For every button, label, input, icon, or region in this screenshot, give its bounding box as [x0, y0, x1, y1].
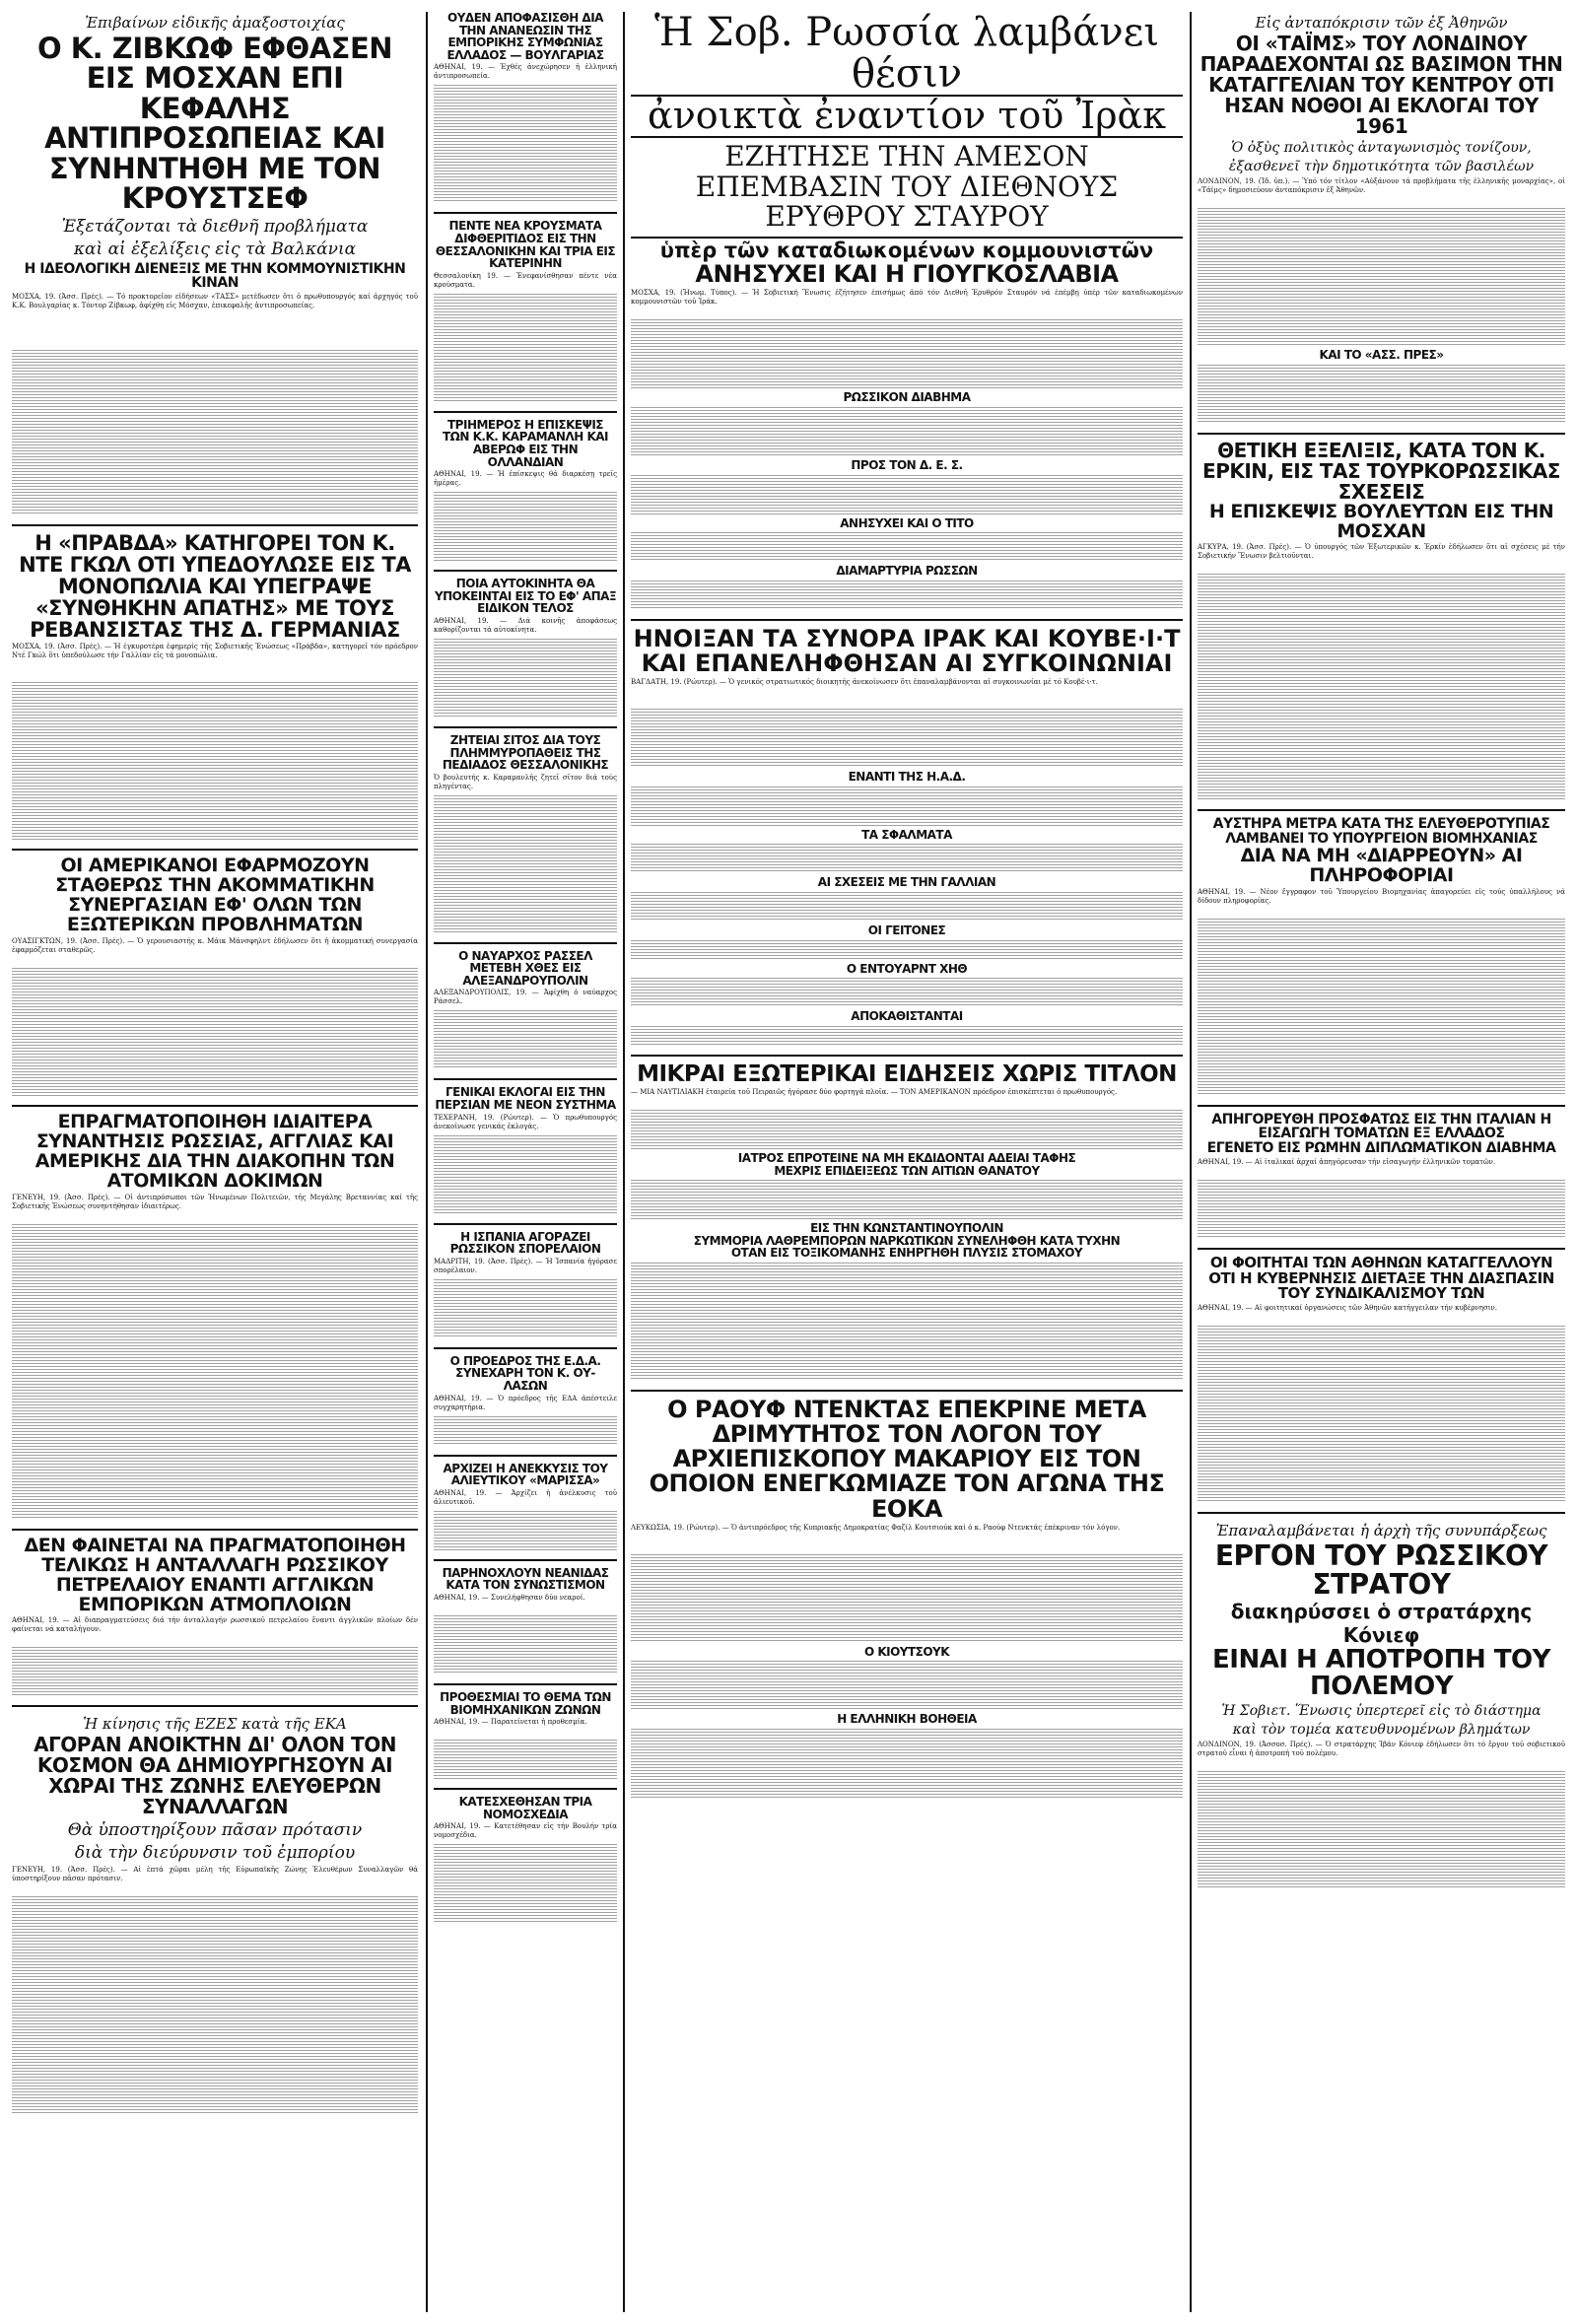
article-denktash — [631, 1398, 1183, 1801]
body-text-placeholder — [434, 1279, 617, 1338]
article-body: ΑΘΗΝΑΙ, 19. — Ἡ ἐπίσκεψις θά διαρκέσῃ τρεῖς ἡμέρας. — [434, 470, 617, 488]
brief — [434, 1231, 617, 1341]
article-body: ΓΕΝΕΥΗ, 19. (Ἀσσ. Πρές). — Αἱ ἑπτά χῶραι μέλη τῆς Εὐρωπαϊκῆς Ζώνης Ἐλευθέρων Συναλλαγῶν θά ὑποστηρίξουν πᾶσαν πρότασιν. — [12, 1866, 418, 1883]
section-label: Ο ΚΙΟΥΤΣΟΥΚ — [863, 1644, 950, 1659]
divider — [434, 1559, 617, 1561]
article-body: ΛΟΝΔΙΝΟΝ, 19. (Ἀσσοσ. Πρές). — Ὁ στρατάρχης Ἰβάν Κόνιεφ ἐδήλωσεν ὅτι τό ἔργον τοῦ σοβιετικοῦ στρατοῦ εἶναι ἡ ἀποτροπή τοῦ πολέμου. — [1198, 1741, 1565, 1758]
subheadline: ΕΓΕΝΕΤΟ ΕΙΣ ΡΩΜΗΝ ΔΙΠΛΩΜΑΤΙΚΟΝ ΔΙΑΒΗΜΑ — [1206, 1140, 1556, 1157]
article-body: ΜΑΔΡΙΤΗ, 19. (Ἀσσ. Πρές). — Ἡ Ἰσπανία ἠγόρασε σπορέλαιον. — [434, 1257, 617, 1274]
article-body: ΜΟΣΧΑ, 19. (Ἀσσ. Πρές). — Ἡ ἐγκυροτέρα ἐφημερίς τῆς Σοβιετικῆς Ἑνώσεως «Πράβδα», κατηγορεῖ τόν πρόεδρον Ντέ Γκώλ ὅτι ὑπεδούλωσε τήν Γαλλίαν εἰς τά μονοπώλια. — [12, 643, 418, 660]
column-rule — [623, 12, 625, 2312]
body-text-placeholder — [1198, 1771, 1565, 1889]
lead: διὰ τὴν διεύρυνσιν τοῦ ἐμπορίου — [74, 1843, 356, 1864]
headline: ΑΡΧΙΖΕΙ Η ΑΝΕΚΚΥΣΙΣ ΤΟΥ ΑΛΙΕΥΤΙΚΟΥ «ΜΑΡΙΣΣΑ» — [443, 1462, 608, 1488]
headline: ΠΟΙΑ ΑΥΤΟΚΙΝΗΤΑ ΘΑ ΥΠΟΚΕΙΝΤΑΙ ΕΙΣ ΤΟ ΕΦ' ΑΠΑΞ ΕΙΔΙΚΟΝ ΤΕΛΟΣ — [434, 578, 617, 616]
subheadline: ΕΖΗΤΗΣΕ ΤΗΝ ΑΜΕΣΟΝ ΕΠΕΜΒΑΣΙΝ ΤΟΥ ΔΙΕΘΝΟΥΣ ΕΡΥΘΡΟΥ ΣΤΑΥΡΟΥ — [631, 138, 1183, 239]
column-2 — [434, 12, 617, 2312]
body-text-placeholder — [434, 1844, 617, 1923]
divider — [434, 570, 617, 572]
body-text-placeholder — [631, 1661, 1183, 1710]
headline: Ο Κ. ΖΙΒΚΩΦ ΕΦΘΑΣΕΝ ΕΙΣ ΜΟΣΧΑΝ ΕΠΙ ΚΕΦΑΛΗΣ ΑΝΤΙΠΡΟΣΩΠΕΙΑΣ ΚΑΙ ΣΥΝΗΝΤΗΘΗ ΜΕ ΤΟΝ ΚΡΟΥΣΤΣΕΦ — [36, 32, 393, 216]
divider — [434, 1683, 617, 1685]
brief — [434, 1691, 617, 1782]
lead: καὶ αἱ ἐξελίξεις εἰς τὰ Βαλκάνια — [73, 239, 357, 259]
article-body: ΑΘΗΝΑΙ, 19. — Συνελήφθησαν δύο νεαροί. — [434, 1594, 585, 1602]
brief — [434, 1567, 617, 1677]
column-3 — [631, 12, 1183, 2312]
section-label: Η ΕΛΛΗΝΙΚΗ ΒΟΗΘΕΙΑ — [837, 1712, 977, 1727]
divider — [631, 1390, 1183, 1392]
section-label: Ο ΕΝΤΟΥΑΡΝΤ ΧΗΘ — [846, 961, 968, 976]
divider — [434, 1223, 617, 1225]
body-text-placeholder — [434, 294, 617, 402]
headline: ΜΙΚΡΑΙ ΕΞΩΤΕΡΙΚΑΙ ΕΙΔΗΣΕΙΣ ΧΩΡΙΣ ΤΙΤΛΟΝ — [637, 1061, 1177, 1087]
article-body: ΒΑΓΔΑΤΗ, 19. (Ρώυτερ). — Ὁ γενικός στρατιωτικός διοικητής ἀνεκοίνωσεν ὅτι ἐπαναλαμβάνονται αἱ συγκοινωνίαι μέ τό Κουβέ·ι·τ. — [631, 678, 1098, 687]
body-text-placeholder — [12, 350, 418, 515]
article-erkin — [1198, 441, 1565, 804]
article-body: ΑΘΗΝΑΙ, 19. — Ὁ πρόεδρος τῆς ΕΔΑ ἀπέστειλε συγχαρητήρια. — [434, 1394, 617, 1411]
kicker: Εἰς ἀνταπόκρισιν τῶν ἐξ Ἀθηνῶν — [1255, 14, 1508, 32]
body-text-placeholder — [12, 1647, 418, 1696]
subheadline: ΔΙΑ ΝΑ ΜΗ «ΔΙΑΡΡΕΟΥΝ» ΑΙ ΠΛΗΡΟΦΟΡΙΑΙ — [1240, 844, 1523, 886]
article-body: ΜΟΣΧΑ, 19. (Ἡνωμ. Τύπος). — Ἡ Σοβιετική Ἕνωσις ἐζήτησεν ἐπισήμως ἀπό τόν Διεθνῆ Ἐρυθρόν Σταυρόν νά ἐπέμβῃ ὑπέρ τῶν καταδιωκομένων κομμουνιστῶν τοῦ Ἰράκ. — [631, 289, 1183, 307]
divider — [434, 942, 617, 944]
headline: ΠΡΟΘΕΣΜΙΑΙ ΤΟ ΘΕΜΑ ΤΩΝ ΒΙΟΜΗΧΑΝΙΚΩΝ ΖΩΝΩΝ — [440, 1691, 611, 1717]
brief — [434, 220, 617, 404]
column-1 — [12, 12, 418, 2312]
body-text-placeholder — [434, 1740, 617, 1779]
body-text-placeholder — [631, 1729, 1183, 1798]
article-body: ΓΕΝΕΥΗ, 19. (Ἀσσ. Πρές). — Οἱ ἀντιπρόσωποι τῶν Ἡνωμένων Πολιτειῶν, τῆς Μεγάλης Βρεταννίας καί τῆς Σοβιετικῆς Ἑνώσεως συνηντήθησαν ἰδιαιτέρως. — [12, 1193, 418, 1210]
article-times-elections — [1198, 12, 1565, 427]
article-zhivkov — [12, 12, 418, 518]
article-body: ΑΘΗΝΑΙ, 19. — Διά κοινῆς ἀποφάσεως καθορίζονται τά αὐτοκίνητα. — [434, 616, 617, 634]
main-banner-2: ἀνοικτὰ ἐναντίον τοῦ Ἰρὰκ — [631, 95, 1183, 138]
subheadline: ὑπὲρ τῶν καταδιωκομένων κομμουνιστῶν — [659, 239, 1154, 263]
box-subheadline: ΟΤΑΝ ΕΙΣ ΤΟΞΙΚΟΜΑΝΗΣ ΕΝΗΡΓΗΘΗ ΠΛΥΣΙΣ ΣΤΟΜΑΧΟΥ — [730, 1246, 1083, 1261]
lead: καὶ τὸν τομέα κατευθυνομένων βλημάτων — [1232, 1722, 1531, 1739]
brief — [434, 578, 617, 720]
article-body: ΑΓΚΥΡΑ, 19. (Ἀσσ. Πρές). — Ὁ ὑπουργός τῶν Ἐξωτερικῶν κ. Ἐρκίν ἐδήλωσεν ὅτι αἱ σχέσεις μέ τήν Σοβιετικήν Ἕνωσιν βελτιοῦνται. — [1198, 543, 1565, 561]
lead: ἐξασθενεῖ τὴν δημοτικότητα τῶν βασιλέων — [1228, 159, 1535, 174]
section-label: ΔΙΑΜΑΡΤΥΡΙΑ ΡΩΣΣΩΝ — [836, 564, 978, 579]
headline: ΟΙ ΑΜΕΡΙΚΑΝΟΙ ΕΦΑΡΜΟΖΟΥΝ ΣΤΑΘΕΡΩΣ ΤΗΝ ΑΚΟΜΜΑΤΙΚΗΝ ΣΥΝΕΡΓΑΣΙΑΝ ΕΦ' ΟΛΩΝ ΤΩΝ ΕΞΩΤΕΡΙΚΩΝ ΠΡΟΒΛΗΜΑΤΩΝ — [55, 856, 375, 936]
body-text-placeholder — [434, 492, 617, 561]
headline: Η «ΠΡΑΒΔΑ» ΚΑΤΗΓΟΡΕΙ ΤΟΝ Κ. ΝΤΕ ΓΚΩΛ ΟΤΙ ΥΠΕΔΟΥΛΩΣΕ ΕΙΣ ΤΑ ΜΟΝΟΠΩΛΙΑ ΚΑΙ ΥΠΕΓΡΑΨΕ «ΣΥΝΘΗΚΗΝ ΑΠΑΤΗΣ» ΜΕ ΤΟΥΣ ΡΕΒΑΝΣΙΣΤΑΣ ΤΗΣ Δ. ΓΕΡΜΑΝΙΑΣ — [19, 532, 411, 643]
article-students — [1198, 1256, 1565, 1506]
body-text-placeholder — [1198, 1326, 1565, 1503]
article-body: ΑΘΗΝΑΙ, 19. — Παρατείνεται ἡ προθεσμία. — [434, 1718, 587, 1727]
article-body: ΑΘΗΝΑΙ, 19. — Αἱ φοιτητικαί ὀργανώσεις τῶν Ἀθηνῶν κατήγγειλαν τήν κυβέρνησιν. — [1198, 1304, 1497, 1313]
brief — [434, 1355, 617, 1449]
divider — [12, 849, 418, 851]
headline: ΟΥΔΕΝ ΑΠΟΦΑΣΙΣΘΗ ΔΙΑ ΤΗΝ ΑΝΑΝΕΩΣΙΝ ΤΗΣ ΕΜΠΟΡΙΚΗΣ ΣΥΜΦΩΝΙΑΣ ΕΛΛΑΔΟΣ — ΒΟΥΛΓΑΡΙΑΣ — [446, 12, 604, 62]
divider — [434, 1078, 617, 1080]
subheadline: ΑΝΗΣΥΧΕΙ ΚΑΙ Η ΓΙΟΥΓΚΟΣΛΑΒΙΑ — [695, 260, 1119, 289]
headline: ΤΡΙΗΜΕΡΟΣ Η ΕΠΙΣΚΕΨΙΣ ΤΩΝ Κ.Κ. ΚΑΡΑΜΑΝΛΗ ΚΑΙ ΑΒΕΡΩΦ ΕΙΣ ΤΗΝ ΟΛΛΑΝΔΙΑΝ — [443, 418, 608, 469]
section-label: ΡΩΣΣΙΚΟΝ ΔΙΑΒΗΜΑ — [843, 390, 971, 405]
body-text-placeholder — [631, 786, 1183, 826]
main-banner: Ἡ Σοβ. Ρωσσία λαμβάνει θέσιν — [653, 12, 1160, 97]
article-body: — ΜΙΑ ΝΑΥΤΙΛΙΑΚΗ ἑταιρεία τοῦ Πειραιῶς ἠγόρασε δύο φορτηγά πλοῖα. — ΤΟΝ ΑΜΕΡΙΚΑΝΟΝ πρόεδρον ἐπισκέπτεται ὁ πρωθυπουργός. — [631, 1087, 1118, 1096]
article-body: ΑΘΗΝΑΙ, 19. — Ἀρχίζει ἡ ἀνέλκυσις τοῦ ἀλιευτικοῦ. — [434, 1488, 617, 1506]
divider — [631, 1055, 1183, 1057]
headline: ΓΕΝΙΚΑΙ ΕΚΛΟΓΑΙ ΕΙΣ ΤΗΝ ΠΕΡΣΙΑΝ ΜΕ ΝΕΟΝ ΣΥΣΤΗΜΑ — [435, 1086, 616, 1113]
column-rule — [426, 12, 428, 2312]
headline: ΗΝΟΙΞΑΝ ΤΑ ΣΥΝΟΡΑ ΙΡΑΚ ΚΑΙ ΚΟΥΒΕ·Ι·Τ ΚΑΙ ΕΠΑΝΕΛΗΦΘΗΣΑΝ ΑΙ ΣΥΓΚΟΙΝΩΝΙΑΙ — [633, 626, 1181, 678]
section-label: ΟΙ ΓΕΙΤΟΝΕΣ — [867, 923, 946, 937]
headline: Ο ΠΡΟΕΔΡΟΣ ΤΗΣ Ε.Δ.Α. ΣΥΝΕΧΑΡΗ ΤΟΝ Κ. ΟΥ-ΛΑΣΩΝ — [449, 1354, 601, 1394]
lead: Ἐξετάζονται τὰ διεθνῆ προβλήματα — [61, 216, 369, 237]
body-text-placeholder — [1198, 919, 1565, 1096]
brief — [434, 12, 617, 206]
divider — [12, 524, 418, 526]
divider — [434, 1347, 617, 1349]
headline: ΑΓΟΡΑΝ ΑΝΟΙΚΤΗΝ ΔΙ' ΟΛΟΝ ΤΟΝ ΚΟΣΜΟΝ ΘΑ ΔΗΜΙΟΥΡΓΗΣΟΥΝ ΑΙ ΧΩΡΑΙ ΤΗΣ ΖΩΝΗΣ ΕΛΕΥΘΕΡΩΝ ΣΥΝΑΛΛΑΓΩΝ — [34, 1733, 396, 1819]
body-text-placeholder — [1198, 1180, 1565, 1239]
divider — [1198, 809, 1565, 811]
headline: ΑΠΗΓΟΡΕΥΘΗ ΠΡΟΣΦΑΤΩΣ ΕΙΣ ΤΗΝ ΙΤΑΛΙΑΝ Η ΕΙΣΑΓΩΓΗ ΤΟΜΑΤΩΝ ΕΞ ΕΛΛΑΔΟΣ — [1211, 1112, 1551, 1142]
body-text-placeholder — [631, 532, 1183, 562]
body-text-placeholder — [434, 1010, 617, 1069]
article-iraq-kuwait — [631, 627, 1183, 1049]
column-rule — [1190, 12, 1192, 2312]
kicker: Ἡ κίνησις τῆς ΕΖΕΣ κατὰ τῆς ΕΚΑ — [83, 1715, 347, 1734]
article-tomatoes — [1198, 1113, 1565, 1242]
body-text-placeholder — [631, 844, 1183, 873]
article-oil-exchange — [12, 1537, 418, 1700]
article-efta — [12, 1713, 418, 2116]
headline: ΟΙ ΦΟΙΤΗΤΑΙ ΤΩΝ ΑΘΗΝΩΝ ΚΑΤΑΓΓΕΛΛΟΥΝ ΟΤΙ Η ΚΥΒΕΡΝΗΣΙΣ ΔΙΕΤΑΞΕ ΤΗΝ ΔΙΑΣΠΑΣΙΝ ΤΟΥ ΣΥΝΔΙΚΑΛΙΣΜΟΥ ΤΩΝ — [1208, 1255, 1554, 1303]
body-text-placeholder — [631, 581, 1183, 610]
divider — [12, 1105, 418, 1107]
lead: Ὁ ὀξὺς πολιτικὸς ἀνταγωνισμὸς τονίζουν, — [1231, 140, 1532, 156]
body-text-placeholder — [434, 795, 617, 933]
column-4 — [1198, 12, 1565, 2312]
article-body: ΑΘΗΝΑΙ, 19. — Αἱ ἰταλικαί ἀρχαί ἀπηγόρευσαν τήν εἰσαγωγήν ἑλληνικῶν τοματῶν. — [1198, 1157, 1496, 1166]
divider — [434, 411, 617, 413]
body-text-placeholder — [434, 1511, 617, 1550]
body-text-placeholder — [12, 968, 418, 1096]
kicker: Ἐπαναλαμβάνεται ἡ ἀρχὴ τῆς συνυπάρξεως — [1215, 1522, 1547, 1540]
body-text-placeholder — [434, 85, 617, 203]
body-text-placeholder — [434, 1416, 617, 1446]
divider — [1198, 1105, 1565, 1107]
body-text-placeholder — [434, 1615, 617, 1675]
brief — [434, 950, 617, 1073]
subheadline: Η ΙΔΕΟΛΟΓΙΚΗ ΔΙΕΝΕΞΙΣ ΜΕ ΤΗΝ ΚΟΜΜΟΥΝΙΣΤΙΚΗΝ ΚΙΝΑΝ — [24, 260, 406, 292]
article-body: Θεσσαλονίκη 19. — Ἐνεφανίσθησαν πέντε νέα κρούσματα. — [434, 271, 617, 289]
body-text-placeholder — [631, 1554, 1183, 1643]
article-press-freedom — [1198, 817, 1565, 1098]
article-nuclear-tests — [12, 1113, 418, 1523]
article-body: ΜΟΣΧΑ, 19. (Ἀσσ. Πρές). — Τό προκτορεῖον εἰδήσεων «ΤΑΣΣ» μετέδωσεν ὅτι ὁ πρωθυπουργός καί ἀρχηγός τοῦ Κ.Κ. Βουλγαρίας κ. Τόντορ Ζίβκωφ, ἀφίχθη εἰς Μόσχαν, ἐπικεφαλῆς ἀντιπροσωπείας. — [12, 293, 418, 309]
section-label: ΤΑ ΣΦΑΛΜΑΤΑ — [861, 827, 952, 842]
headline: ΔΕΝ ΦΑΙΝΕΤΑΙ ΝΑ ΠΡΑΓΜΑΤΟΠΟΙΗΘΗ ΤΕΛΙΚΩΣ Η ΑΝΤΑΛΛΑΓΗ ΡΩΣΣΙΚΟΥ ΠΕΤΡΕΛΑΙΟΥ ΕΝΑΝΤΙ ΑΓΓΛΙΚΩΝ ΕΜΠΟΡΙΚΩΝ ΑΤΜΟΠΛΟΙΩΝ — [24, 1536, 406, 1615]
headline: Ο ΡΑΟΥΦ ΝΤΕΝΚΤΑΣ ΕΠΕΚΡΙΝΕ ΜΕΤΑ ΔΡΙΜΥΤΗΤΟΣ ΤΟΝ ΛΟΓΟΝ ΤΟΥ ΑΡΧΙΕΠΙΣΚΟΠΟΥ ΜΑΚΑΡΙΟΥ ΕΙΣ ΤΟΝ ΟΠΟΙΟΝ ΕΝΕΓΚΩΜΙΑΖΕ ΤΟΝ ΑΓΩΝΑ ΤΗΣ ΕΟΚΑ — [649, 1397, 1165, 1523]
headline: ΟΙ «ΤΑΪΜΣ» ΤΟΥ ΛΟΝΔΙΝΟΥ ΠΑΡΑΔΕΧΟΝΤΑΙ ΩΣ ΒΑΣΙΜΟΝ ΤΗΝ ΚΑΤΑΓΓΕΛΙΑΝ ΤΟΥ ΚΕΝΤΡΟΥ ΟΤΙ ΗΣΑΝ ΝΟΘΟΙ ΑΙ ΕΚΛΟΓΑΙ ΤΟΥ 1961 — [1200, 32, 1563, 138]
article-body: ΛΕΥΚΩΣΙΑ, 19. (Ρώυτερ). — Ὁ ἀντιπρόεδρος τῆς Κυπριακῆς Δημοκρατίας Φαζίλ Κουτσιούκ καί ὁ κ. Ραούφ Ντενκτάς ἐπέκριναν τόν λόγον. — [631, 1523, 1121, 1532]
article-body: ΑΘΗΝΑΙ, 19. — Νέον ἔγγραφον τοῦ Ὑπουργείου Βιομηχανίας ἀπαγορεύει εἰς τούς ὑπαλλήλους νά δίδουν πληροφορίας. — [1198, 887, 1565, 905]
headline: Η ΙΣΠΑΝΙΑ ΑΓΟΡΑΖΕΙ ΡΩΣΣΙΚΟΝ ΣΠΟΡΕΛΑΙΟΝ — [449, 1230, 601, 1257]
section-label: ΚΑΙ ΤΟ «ΑΣΣ. ΠΡΕΣ» — [1319, 348, 1444, 362]
body-text-placeholder — [1198, 365, 1565, 424]
headline: ΘΕΤΙΚΗ ΕΞΕΛΙΞΙΣ, ΚΑΤΑ ΤΟΝ Κ. ΕΡΚΙΝ, ΕΙΣ ΤΑΣ ΤΟΥΡΚΟΡΩΣΣΙΚΑΣ ΣΧΕΣΕΙΣ — [1202, 440, 1560, 504]
lead: Ἡ Σοβιετ. Ἕνωσις ὑπερτερεῖ εἰς τὸ διάστημα — [1221, 1703, 1542, 1720]
headline: ΕΡΓΟΝ ΤΟΥ ΡΩΣΣΙΚΟΥ ΣΤΡΑΤΟΥ — [1214, 1539, 1548, 1602]
section-label: ΑΠΟΚΑΘΙΣΤΑΝΤΑΙ — [851, 1009, 963, 1024]
body-text-placeholder — [631, 709, 1183, 768]
divider — [12, 1529, 418, 1531]
divider — [12, 1705, 418, 1707]
box-subheadline: ΜΕΧΡΙΣ ΕΠΙΔΕΙΞΕΩΣ ΤΩΝ ΑΙΤΙΩΝ ΘΑΝΑΤΟΥ — [774, 1163, 1040, 1178]
body-text-placeholder — [12, 1224, 418, 1520]
body-text-placeholder — [1198, 574, 1565, 800]
headline: ΕΠΡΑΓΜΑΤΟΠΟΙΗΘΗ ΙΔΙΑΙΤΕΡΑ ΣΥΝΑΝΤΗΣΙΣ ΡΩΣΣΙΑΣ, ΑΓΓΛΙΑΣ ΚΑΙ ΑΜΕΡΙΚΗΣ ΔΙΑ ΤΗΝ ΔΙΑΚΟΠΗΝ ΤΩΝ ΑΤΟΜΙΚΩΝ ΔΟΚΙΜΩΝ — [34, 1112, 395, 1192]
body-text-placeholder — [631, 892, 1183, 922]
body-text-placeholder — [631, 978, 1183, 1007]
article-body: ΑΘΗΝΑΙ, 19. — Αἱ διαπραγματεύσεις διά τήν ἀνταλλαγήν ρωσσικοῦ πετρελαίου ἔναντι ἀγγλικῶν πλοίων δέν φαίνεται νά καταλήγουν. — [12, 1616, 418, 1634]
divider — [434, 212, 617, 214]
article-body: ΤΕΧΕΡΑΝΗ, 19. (Ρώυτερ). — Ὁ πρωθυπουργός ἀνεκοίνωσε γενικάς ἐκλογάς. — [434, 1113, 617, 1130]
section-label: ΑΝΗΣΥΧΕΙ ΚΑΙ Ο ΤΙΤΟ — [840, 515, 974, 530]
brief — [434, 734, 617, 936]
headline: ΠΕΝΤΕ ΝΕΑ ΚΡΟΥΣΜΑΤΑ ΔΙΦΘΕΡΙΤΙΔΟΣ ΕΙΣ ΤΗΝ ΘΕΣΣΑΛΟΝΙΚΗΝ ΚΑΙ ΤΡΙΑ ΕΙΣ ΚΑΤΕΡΙΝΗΝ — [435, 220, 616, 271]
section-label: ΠΡΟΣ ΤΟΝ Δ. Ε. Σ. — [851, 458, 963, 473]
article-foreign-briefs — [631, 1062, 1183, 1384]
headline: ΚΑΤΕΣΧΕΘΗΣΑΝ ΤΡΙΑ ΝΟΜΟΣΧΕΔΙΑ — [458, 1796, 592, 1821]
divider — [434, 726, 617, 728]
headline: ΠΑΡΗΝΟΧΛΟΥΝ ΝΕΑΝΙΔΑΣ ΚΑΤΑ ΤΟΝ ΣΥΝΩΣΤΙΣΜΟΝ — [442, 1566, 609, 1593]
box-headline: ΣΥΜΜΟΡΙΑ ΛΑΘΡΕΜΠΟΡΩΝ ΝΑΡΚΩΤΙΚΩΝ ΣΥΝΕΛΗΦΘΗ ΚΑΤΑ ΤΥΧΗΝ — [693, 1233, 1121, 1248]
body-text-placeholder — [631, 407, 1183, 456]
article-konev — [1198, 1520, 1565, 1892]
body-text-placeholder — [434, 639, 617, 718]
divider — [1198, 433, 1565, 435]
section-label: ΕΝΑΝΤΙ ΤΗΣ Η.Α.Δ. — [848, 770, 966, 785]
subheadline: Η ΕΠΙΣΚΕΨΙΣ ΒΟΥΛΕΥΤΩΝ ΕΙΣ ΤΗΝ ΜΟΣΧΑΝ — [1208, 500, 1554, 542]
body-text-placeholder — [12, 1896, 418, 2113]
body-text-placeholder — [631, 319, 1183, 388]
article-pravda — [12, 532, 418, 843]
brief — [434, 1796, 617, 1926]
article-body: Ὁ βουλευτής κ. Καραμανλῆς ζητεῖ σῖτον διά τούς πληγέντας. — [434, 773, 617, 790]
divider — [434, 1455, 617, 1457]
article-americans — [12, 856, 418, 1099]
brief — [434, 1463, 617, 1553]
body-text-placeholder — [434, 1135, 617, 1214]
kicker: Ἐπιβαίνων εἰδικῆς ἀμαξοστοιχίας — [85, 14, 345, 32]
body-text-placeholder — [631, 475, 1183, 514]
headline: ΕΙΝΑΙ Η ΑΠΟΤΡΟΠΗ ΤΟΥ ΠΟΛΕΜΟΥ — [1212, 1644, 1550, 1702]
article-body: ΑΘΗΝΑΙ, 19. — Κατετέθησαν εἰς τήν Βουλήν τρία νομοσχέδια. — [434, 1822, 617, 1840]
brief — [434, 1086, 617, 1216]
body-text-placeholder — [631, 1180, 1183, 1219]
article-body: ΑΘΗΝΑΙ, 19. — Ἐχθές ἀνεχώρησεν ἡ ἐλληνική ἀντιπροσωπεία. — [434, 63, 617, 81]
subheadline: διακηρύσσει ὁ στρατάρχης Κόνιεφ — [1230, 1599, 1533, 1647]
headline: ΑΥΣΤΗΡΑ ΜΕΤΡΑ ΚΑΤΑ ΤΗΣ ΕΛΕΥΘΕΡΟΤΥΠΙΑΣ ΛΑΜΒΑΝΕΙ ΤΟ ΥΠΟΥΡΓΕΙΟΝ ΒΙΟΜΗΧΑΝΙΑΣ — [1212, 817, 1550, 848]
headline: ΖΗΤΕΙΑΙ ΣΙΤΟΣ ΔΙΑ ΤΟΥΣ ΠΛΗΜΜΥΡΟΠΑΘΕΙΣ ΤΗΣ ΠΕΔΙΑΔΟΣ ΘΕΣΣΑΛΟΝΙΚΗΣ — [442, 733, 609, 773]
body-text-placeholder — [631, 1110, 1183, 1149]
box-headline: ΕΙΣ ΤΗΝ ΚΩΝΣΤΑΝΤΙΝΟΥΠΟΛΙΝ — [810, 1221, 1003, 1236]
lead: Θὰ ὑποστηρίξουν πᾶσαν πρότασιν — [67, 1820, 363, 1841]
body-text-placeholder — [631, 1263, 1183, 1381]
body-text-placeholder — [1198, 208, 1565, 346]
divider — [434, 1788, 617, 1790]
body-text-placeholder — [12, 682, 418, 840]
divider — [1198, 1248, 1565, 1250]
article-body: ΑΛΕΞΑΝΔΡΟΥΠΟΛΙΣ, 19. — Ἀφίχθη ὁ ναύαρχος Ράσσελ. — [434, 989, 617, 1006]
body-text-placeholder — [631, 1026, 1183, 1046]
section-label: ΑΙ ΣΧΕΣΕΙΣ ΜΕ ΤΗΝ ΓΑΛΛΙΑΝ — [817, 875, 996, 890]
headline: Ο ΝΑΥΑΡΧΟΣ ΡΑΣΣΕΛ ΜΕΤΕΒΗ ΧΘΕΣ ΕΙΣ ΑΛΕΞΑΝΔΡΟΥΠΟΛΙΝ — [458, 949, 592, 988]
divider — [631, 619, 1183, 621]
divider — [1198, 1512, 1565, 1514]
body-text-placeholder — [631, 940, 1183, 960]
box-headline: ΙΑΤΡΟΣ ΕΠΡΟΤΕΙΝΕ ΝΑ ΜΗ ΕΚΔΙΔΟΝΤΑΙ ΑΔΕΙΑΙ ΤΑΦΗΣ — [737, 1150, 1076, 1165]
article-soviet-iraq — [631, 12, 1183, 613]
brief — [434, 419, 617, 564]
article-body: ΛΟΝΔΙΝΟΝ, 19. (Ἰδ. ὑπ.). — Ὑπό τόν τίτλον «Αὐξάνουν τά προβλήματα τῆς ἑλληνικῆς μοναρχίας», οἱ «Τάϊμς» δημοσιεύουν ἀνταπόκρισιν ἐξ Ἀθηνῶν. — [1198, 177, 1565, 194]
article-body: ΟΥΑΣΙΓΚΤΩΝ, 19. (Ἀσσ. Πρές). — Ὁ γερουσιαστής κ. Μάικ Μάνσφηλντ ἐδήλωσεν ὅτι ἡ ἀκομματική συνεργασία ἐφαρμόζεται σταθερῶς. — [12, 936, 418, 954]
